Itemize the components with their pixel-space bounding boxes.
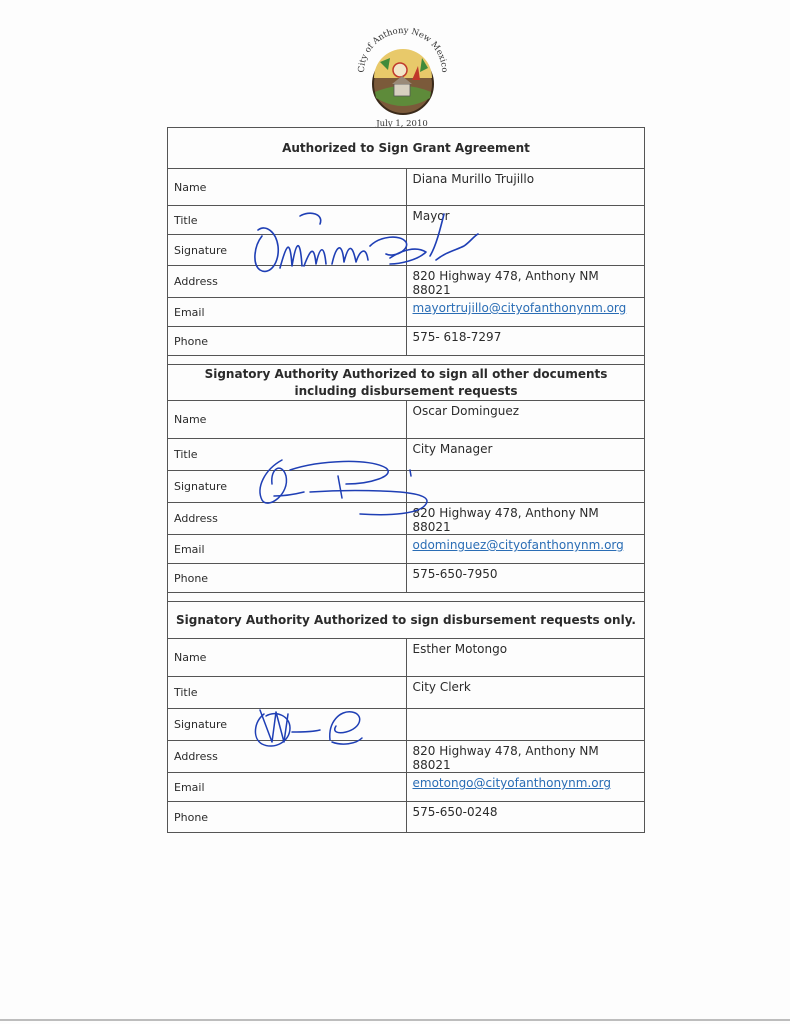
section-header-row [168,128,645,169]
row-label: Phone [168,564,407,593]
spacer-row [168,356,645,365]
row-label: Email [168,773,407,802]
signature-cell [406,709,645,741]
row-label: Name [168,401,407,439]
row-label: Title [168,206,407,235]
row-label: Email [168,535,407,564]
table-row [168,503,645,535]
table-row [168,802,645,833]
table-row [168,169,645,206]
phone-value: 575- 618-7297 [406,327,645,356]
section-header: Signatory Authority Authorized to sign disbursement requests only. [168,602,645,639]
email-link[interactable]: odominguez@cityofanthonynm.org [412,538,624,552]
row-label: Title [168,677,407,709]
table-row [168,266,645,298]
section-header-row [168,602,645,639]
row-label: Signature [168,471,407,503]
spacer-row [168,593,645,602]
section-header-row [168,365,645,401]
row-label: Name [168,169,407,206]
name-value: Esther Motongo [406,639,645,677]
row-label: Address [168,741,407,773]
row-label: Email [168,298,407,327]
name-value: Diana Murillo Trujillo [406,169,645,206]
row-label: Name [168,639,407,677]
row-label: Signature [168,235,407,266]
table-row [168,439,645,471]
section-header: Authorized to Sign Grant Agreement [168,128,645,169]
row-label: Address [168,503,407,535]
table-row [168,401,645,439]
address-value: 820 Highway 478, Anthony NM 88021 [406,503,645,535]
table-row [168,535,645,564]
title-value: City Clerk [406,677,645,709]
seal-date-text: July 1, 2010 [376,119,428,129]
address-value: 820 Highway 478, Anthony NM 88021 [406,741,645,773]
title-value: City Manager [406,439,645,471]
phone-value: 575-650-7950 [406,564,645,593]
signature-cell [406,471,645,503]
table-row [168,639,645,677]
signature-cell [406,235,645,266]
email-link[interactable]: emotongo@cityofanthonynm.org [412,776,611,790]
table-row [168,709,645,741]
title-value: Mayor [406,206,645,235]
city-seal [350,18,454,130]
row-label: Phone [168,327,407,356]
address-value: 820 Highway 478, Anthony NM 88021 [406,266,645,298]
name-value: Oscar Dominguez [406,401,645,439]
table-row [168,471,645,503]
table-row [168,773,645,802]
table-row [168,298,645,327]
row-label: Signature [168,709,407,741]
row-label: Phone [168,802,407,833]
signatory-table [167,127,645,833]
table-row [168,564,645,593]
row-label: Address [168,266,407,298]
table-row [168,206,645,235]
table-row [168,677,645,709]
email-link[interactable]: mayortrujillo@cityofanthonynm.org [412,301,627,315]
phone-value: 575-650-0248 [406,802,645,833]
seal-top-text: City of Anthony New Mexico [356,25,450,73]
section-header: Signatory Authority Authorized to sign all other documents including disbursement requests [168,365,645,401]
page-edge-line [0,1019,790,1021]
table-row [168,741,645,773]
row-label: Title [168,439,407,471]
table-row [168,327,645,356]
table-row [168,235,645,266]
